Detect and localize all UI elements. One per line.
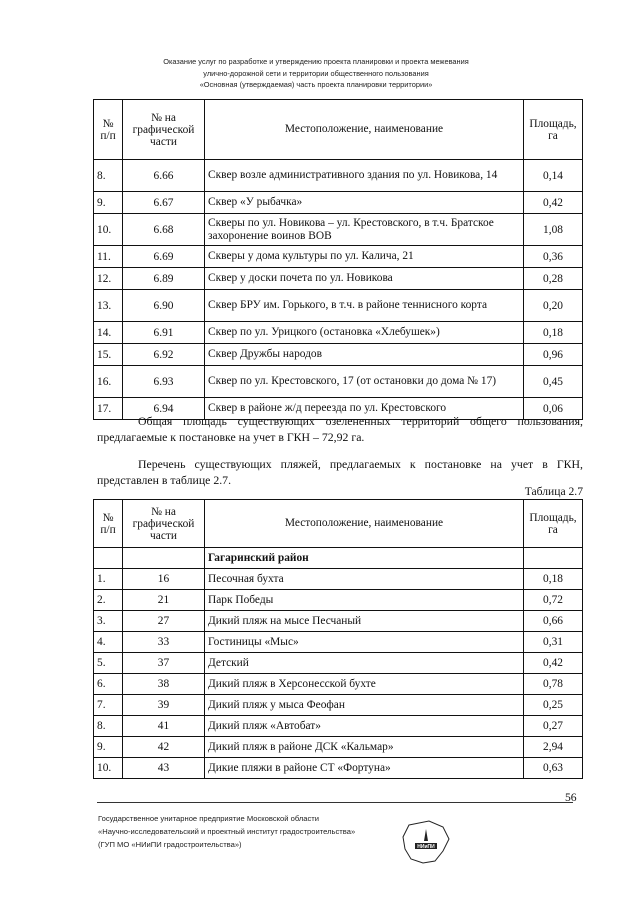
page-number: 56 — [565, 791, 577, 804]
graphic-number: 6.66 — [123, 160, 205, 192]
area-value: 0,31 — [524, 632, 583, 653]
footer-line: Государственное унитарное предприятие Московской области — [98, 814, 320, 823]
location-name: Дикий пляж у мыса Феофан — [205, 695, 524, 716]
paragraph-beaches-intro: Перечень существующих пляжей, предлагаемых к постановке на учет в ГКН, представлен в таблице 2.7. — [97, 457, 583, 487]
table-row — [94, 695, 583, 716]
graphic-number: 6.91 — [123, 322, 205, 344]
area-value: 0,42 — [524, 653, 583, 674]
table-row — [94, 246, 583, 268]
table-header-row — [94, 500, 583, 548]
row-number: 13. — [94, 290, 123, 322]
footer-line: «Научно-исследовательский и проектный институт градостроительства» — [98, 827, 356, 836]
beaches-table — [93, 499, 583, 779]
graphic-number: 43 — [123, 758, 205, 779]
row-number: 11. — [94, 246, 123, 268]
footer-divider — [97, 802, 573, 803]
beaches-table-body — [94, 548, 583, 779]
graphic-number: 21 — [123, 590, 205, 611]
location-name: Дикий пляж «Автобат» — [205, 716, 524, 737]
institute-logo-icon — [399, 819, 453, 865]
area-value: 1,08 — [524, 214, 583, 246]
area-value: 0,72 — [524, 590, 583, 611]
row-number: 16. — [94, 366, 123, 398]
table-row — [94, 214, 583, 246]
row-number: 8. — [94, 716, 123, 737]
section-title: Гагаринский район — [205, 548, 524, 569]
graphic-number: 33 — [123, 632, 205, 653]
location-name: Скверы у дома культуры по ул. Калича, 21 — [205, 246, 524, 268]
row-number: 8. — [94, 160, 123, 192]
paragraph-total-area: Общая площадь существующих озелененных территорий общего пользования, предлагаемые к постановке на учет в ГКН – 72,92 га. — [97, 414, 583, 444]
graphic-number: 6.94 — [123, 398, 205, 420]
location-name: Сквер у доски почета по ул. Новикова — [205, 268, 524, 290]
row-number: 15. — [94, 344, 123, 366]
column-header-area: Площадь, га — [524, 500, 583, 548]
graphic-number: 37 — [123, 653, 205, 674]
location-name: Песочная бухта — [205, 569, 524, 590]
area-value: 0,66 — [524, 611, 583, 632]
area-value: 0,18 — [524, 569, 583, 590]
header-line: «Основная (утверждаемая) часть проекта планировки территории» — [199, 80, 433, 89]
table-row — [94, 653, 583, 674]
graphic-number: 6.67 — [123, 192, 205, 214]
section-row — [94, 548, 583, 569]
graphic-number: 39 — [123, 695, 205, 716]
column-header-graphic: № на графической части — [123, 500, 205, 548]
table-row — [94, 569, 583, 590]
logo-text: НИиПИ — [417, 844, 435, 850]
table-row — [94, 611, 583, 632]
location-name: Гостиницы «Мыс» — [205, 632, 524, 653]
area-value: 2,94 — [524, 737, 583, 758]
location-name: Сквер возле административного здания по ул. Новикова, 14 — [205, 160, 524, 192]
area-value: 0,06 — [524, 398, 583, 420]
table-row — [94, 758, 583, 779]
row-number: 9. — [94, 192, 123, 214]
graphic-number: 6.69 — [123, 246, 205, 268]
row-number: 10. — [94, 758, 123, 779]
column-header-location: Местоположение, наименование — [205, 100, 524, 160]
graphic-number: 16 — [123, 569, 205, 590]
table-row — [94, 632, 583, 653]
table-row — [94, 674, 583, 695]
header-line: улично-дорожной сети и территории общественного пользования — [203, 68, 429, 78]
area-value: 0,20 — [524, 290, 583, 322]
table-row — [94, 290, 583, 322]
area-value: 0,18 — [524, 322, 583, 344]
area-value: 0,28 — [524, 268, 583, 290]
graphic-number: 38 — [123, 674, 205, 695]
location-name: Скверы по ул. Новикова – ул. Крестовского, в т.ч. Братское захоронение воинов ВОВ — [205, 214, 524, 246]
row-number: 14. — [94, 322, 123, 344]
row-number: 6. — [94, 674, 123, 695]
location-name: Сквер Дружбы народов — [205, 344, 524, 366]
row-number: 12. — [94, 268, 123, 290]
row-number: 10. — [94, 214, 123, 246]
location-name: Сквер по ул. Крестовского, 17 (от остановки до дома № 17) — [205, 366, 524, 398]
row-number: 1. — [94, 569, 123, 590]
graphic-number: 6.92 — [123, 344, 205, 366]
row-number: 3. — [94, 611, 123, 632]
graphic-number: 6.68 — [123, 214, 205, 246]
area-value: 0,63 — [524, 758, 583, 779]
area-value: 0,42 — [524, 192, 583, 214]
location-name: Сквер БРУ им. Горького, в т.ч. в районе теннисного корта — [205, 290, 524, 322]
table-row — [94, 322, 583, 344]
graphic-number: 41 — [123, 716, 205, 737]
location-name: Дикий пляж в Херсонесской бухте — [205, 674, 524, 695]
location-name: Сквер по ул. Урицкого (остановка «Хлебушек») — [205, 322, 524, 344]
column-header-number: № п/п — [94, 100, 123, 160]
row-number: 5. — [94, 653, 123, 674]
greenspaces-table-body — [94, 160, 583, 420]
footer-line: (ГУП МО «НИиПИ градостроительства») — [98, 840, 242, 849]
graphic-number: 42 — [123, 737, 205, 758]
area-value: 0,36 — [524, 246, 583, 268]
area-value: 0,14 — [524, 160, 583, 192]
area-value: 0,96 — [524, 344, 583, 366]
area-value: 0,45 — [524, 366, 583, 398]
area-value: 0,27 — [524, 716, 583, 737]
graphic-number: 6.89 — [123, 268, 205, 290]
footer — [98, 812, 355, 851]
area-value: 0,25 — [524, 695, 583, 716]
graphic-number: 6.93 — [123, 366, 205, 398]
row-number: 4. — [94, 632, 123, 653]
graphic-number: 6.90 — [123, 290, 205, 322]
row-number: 17. — [94, 398, 123, 420]
table-row — [94, 716, 583, 737]
location-name: Дикий пляж в районе ДСК «Кальмар» — [205, 737, 524, 758]
column-header-number: № п/п — [94, 500, 123, 548]
area-value: 0,78 — [524, 674, 583, 695]
table-header-row — [94, 100, 583, 160]
table-row — [94, 344, 583, 366]
location-name: Сквер «У рыбачка» — [205, 192, 524, 214]
greenspaces-table — [93, 99, 583, 420]
table-row — [94, 590, 583, 611]
location-name: Дикие пляжи в районе СТ «Фортуна» — [205, 758, 524, 779]
row-number: 2. — [94, 590, 123, 611]
table-row — [94, 268, 583, 290]
document-header — [0, 56, 632, 91]
header-line: Оказание услуг по разработке и утверждению проекта планировки и проекта межевания — [163, 57, 469, 66]
column-header-graphic: № на графической части — [123, 100, 205, 160]
table-row — [94, 160, 583, 192]
column-header-area: Площадь, га — [524, 100, 583, 160]
table-caption: Таблица 2.7 — [524, 485, 583, 498]
location-name: Детский — [205, 653, 524, 674]
row-number: 7. — [94, 695, 123, 716]
location-name: Сквер в районе ж/д переезда по ул. Крестовского — [205, 398, 524, 420]
table-row — [94, 192, 583, 214]
graphic-number: 27 — [123, 611, 205, 632]
location-name: Парк Победы — [205, 590, 524, 611]
location-name: Дикий пляж на мысе Песчаный — [205, 611, 524, 632]
table-row — [94, 737, 583, 758]
table-row — [94, 366, 583, 398]
column-header-location: Местоположение, наименование — [205, 500, 524, 548]
row-number: 9. — [94, 737, 123, 758]
